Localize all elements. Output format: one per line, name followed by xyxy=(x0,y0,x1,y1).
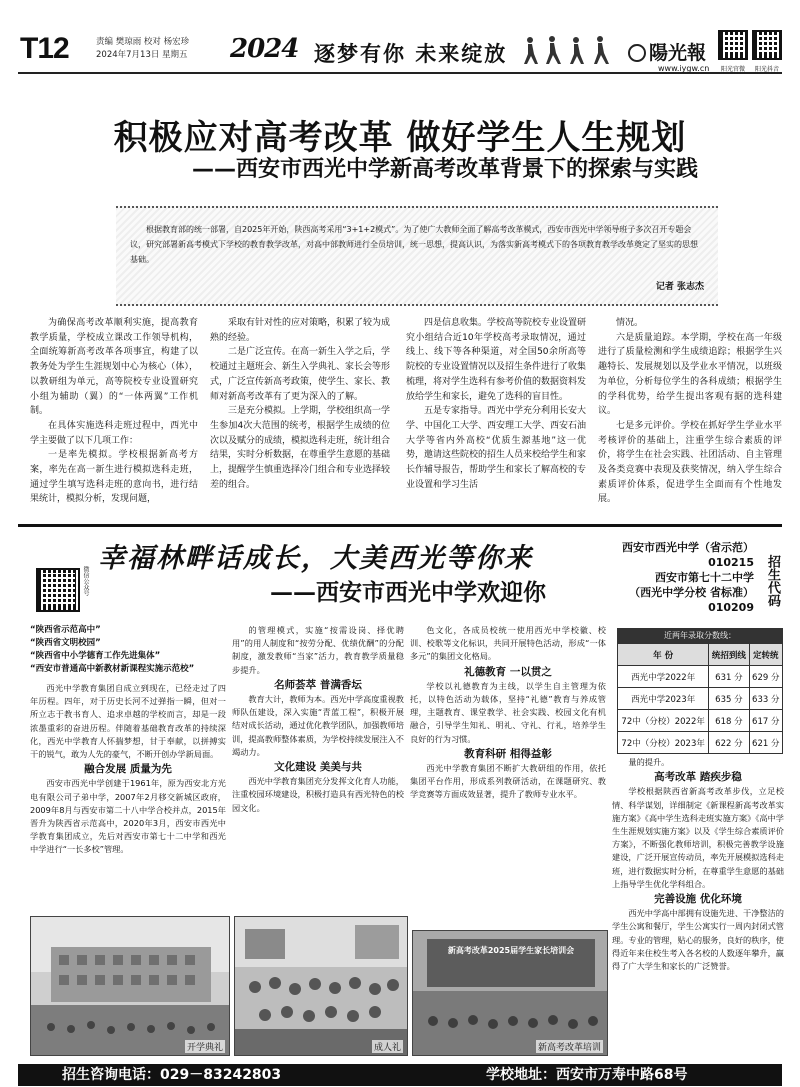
paragraph: 西光中学高中部拥有设施先进、干净整洁的学生公寓和餐厅，学生公寓实行一周内封闭式管理。专业的管理，贴心的服务，良好的秩序，使得近年来住校生考入各名校的人数逐年攀升，赢得了广大学生和家长的广泛赞誉。 xyxy=(612,908,784,972)
table-cell: 629 分 xyxy=(749,666,782,688)
photo-caption: 新高考改革培训 xyxy=(536,1040,603,1053)
paragraph: 情况。 xyxy=(616,318,644,328)
table-cell: 635 分 xyxy=(709,688,749,710)
editor-line: 责编 樊琼雨 校对 杨宏珍 xyxy=(96,37,190,47)
paragraph: 四是信息收集。学校高等院校专业设置研究小组结合近10年学校高考录取情况，通过线上、线下等各种渠道，对全国50余所高等院校的专业设置情况以及招生条件进行了收集梳理，将对学生选科有参考价值的数据资料发放给学生和家长，避免了选科的盲目性。 xyxy=(406,318,587,402)
sun-logo-icon xyxy=(628,44,646,62)
honor-item: “陕西省示范高中” xyxy=(30,625,101,635)
admission-score-table xyxy=(617,628,783,754)
article-column-3 xyxy=(406,316,586,492)
paragraph: 在具体实施选科走班过程中，西光中学主要做了以下几项工作： xyxy=(30,420,198,446)
paragraph: 量的提升。 xyxy=(628,757,670,767)
table-cell: 622 分 xyxy=(709,732,749,754)
paragraph: 西光中学教育集团自成立到现在，已经走过了四年历程。四年，对于历史长河不过弹指一瞬，但对一所立志于教书育人、追求卓越的学校而言，却是一段浓墨重彩的奋进历程。伴随着基础教育改革的持续深化，西光中学教育人怀揣梦想，甘于奉献，以拼搏实干的锐气，敢为人先的豪气，不断开创办学新局面。 xyxy=(30,683,226,760)
paragraph: 西光中学教育集团充分发挥文化育人功能，注重校园环境建设，积极打造具有西光特色的校园文化。 xyxy=(232,776,404,813)
paragraph: 五是专家指导。西光中学充分利用长安大学、中国化工大学、西安理工大学、西安石油大学等省内外高校“优质生源基地”这一优势，邀请这些院校的招生人员来校给学生和家长作辅导报告，帮助学生和家长了解高校的专业设置和学习生活 xyxy=(406,406,587,490)
section-title: 幸福林畔话成长，大美西光等你来 xyxy=(98,543,533,574)
opening-ceremony-photo xyxy=(30,916,230,1056)
section-column-4 xyxy=(612,756,784,973)
paper-name: 陽光報 xyxy=(649,42,707,64)
qr-label: 微信公众号 xyxy=(82,566,89,596)
training-meeting-photo xyxy=(412,930,608,1056)
column-header: 统招到线 xyxy=(709,644,749,666)
honor-item: “陕西省中小学德育工作先进集体” xyxy=(30,651,161,661)
paragraph: 二是广泛宣传。在高一新生入学之后，学校通过主题班会、新生入学典礼、家长会等形式，广泛宣传新高考政策，使学生、家长、教师对新高考改革有了更为深入的了解。 xyxy=(210,347,391,402)
section-divider xyxy=(18,524,782,527)
subheading: 教育科研 相得益彰 xyxy=(464,747,552,760)
qr-code-icon[interactable] xyxy=(718,30,748,60)
page-number: T12 xyxy=(20,32,69,65)
photo-caption: 开学典礼 xyxy=(185,1040,225,1053)
qr-code-icon[interactable] xyxy=(36,568,80,612)
paragraph: 教育大计，教师为本。西光中学高度重视教师队伍建设，深入实施“青蓝工程”，积极开展结对成长活动，通过优化教学团队，加强教师培训，提高教师整体素质，为学校持续发展注入不竭动力。 xyxy=(232,694,404,757)
table-header-row xyxy=(618,644,783,666)
table-row xyxy=(618,688,783,710)
section-column-2 xyxy=(232,624,404,815)
honor-list xyxy=(30,624,226,676)
section-column-3 xyxy=(410,624,606,802)
paragraph: 六是质量追踪。本学期，学校在高一年级进行了质量检测和学生成绩追踪；根据学生兴趣特长、发展规划以及学业水平情况，以班级为单位，分析每位学生的各科成绩；根据学生的学科优势，给学生提出客观有据的选科建议。 xyxy=(598,332,782,417)
paragraph: 西光中学教育集团不断扩大教研组的作用，依托集团平台作用，形成系列教研活动，在课题研究、教学竞赛等方面成效显著，提升了教师专业水平。 xyxy=(410,763,606,800)
subheading: 完善设施 优化环境 xyxy=(654,893,742,906)
subheading: 融合发展 质量为先 xyxy=(84,763,172,776)
school-address: 学校地址：西安市万寿中路68号 xyxy=(486,1067,688,1083)
code-value-1: 010215 xyxy=(708,556,754,569)
table-caption: 近两年录取分数线： xyxy=(617,628,783,643)
paragraph: 学校以礼德教育为主线，以学生自主管理为依托，以特色活动为载体，坚持“礼德”教育与养成管理，主题教育、课堂教学、社会实践、校园文化有机融合，引导学生知礼、明礼、守礼、行礼，培养学生良好的行为习惯。 xyxy=(410,680,606,744)
table-row xyxy=(618,666,783,688)
subheading: 高考改革 踏疾步稳 xyxy=(654,771,742,784)
qr-label-douyin: 阳光抖音 xyxy=(754,66,779,73)
year-art: 2024 xyxy=(230,34,299,64)
photo-caption: 成人礼 xyxy=(372,1040,403,1053)
paragraph: 采取有针对性的应对策略，积累了较为成熟的经验。 xyxy=(210,318,391,343)
paragraph: 色文化，各成员校统一使用西光中学校徽、校训、校歌等文化标识，共同开展特色活动，形成“一体多元”的集团文化格局。 xyxy=(410,625,606,662)
school-building-image xyxy=(31,917,230,1056)
table-cell: 西光中学2023年 xyxy=(618,688,709,710)
code-school-2: 西安市第七十二中学 xyxy=(655,571,754,584)
qr-label-wechat: 阳光官微 xyxy=(720,66,745,73)
column-header: 定转统 xyxy=(749,644,782,666)
table-cell: 618 分 xyxy=(709,710,749,732)
table-cell: 631 分 xyxy=(709,666,749,688)
masthead xyxy=(18,30,782,74)
section-subtitle: ——西安市西光中学欢迎你 xyxy=(270,579,546,606)
qr-code-icon[interactable] xyxy=(752,30,782,60)
table-row xyxy=(618,732,783,754)
article-title: 积极应对高考改革 做好学生人生规划 xyxy=(113,118,687,158)
byline: 记者 张志杰 xyxy=(655,282,704,292)
article-subtitle: ——西安市西光中学新高考改革背景下的探索与实践 xyxy=(191,157,698,182)
lead-paragraph: 根据教育部的统一部署，自2025年开始，陕西高考采用“3+1+2模式”。为了使广大教师全面了解高考改革模式，西安市西光中学领导班子多次召开专题会议，研究部署新高考模式下学校的教育教学改革，对高中部教师进行全员培训，统一思想，提高认识，为落实新高考模式下的各项教育教学改革奠定了坚实的思想基础。 xyxy=(130,225,698,264)
header-slogan: 逐梦有你 未来绽放 xyxy=(314,41,508,66)
paragraph: 为确保高考改革顺利实施，提高教育教学质量，学校成立课改工作领导机构，全面统筹新高考改革各项事宜，构建了以教务处为学生生涯规划中心为核心（体），以教研组为单元，高等院校专业设置研究小组为辅助（翼）的“一体两翼”工作机制。 xyxy=(30,318,198,417)
code-value-2: 010209 xyxy=(708,601,754,614)
code-school-2-note: （西光中学分校 省标准） xyxy=(629,586,754,599)
runners-illustration xyxy=(518,34,618,66)
article-column-2 xyxy=(210,316,390,492)
honor-item: “陕西省文明校园” xyxy=(30,638,101,648)
paragraph: 西安市西光中学创建于1961年，原为西安北方光电有限公司子弟中学，2007年2月移交新城区政府，2009年8月与西安市第二十八中学合校并点，2015年晋升为陕西省示范高中，2020年3月，西安市西光中学教育集团成立，先后对西安市第七十二中学和西光中学进行“一长多校”管理。 xyxy=(30,778,226,855)
paragraph: 三是充分模拟。上学期，学校组织高一学生参加4次大范围的统考，根据学生成绩的位次以及赋分的成绩，模拟选科走班，统计组合结果，实时分析数据，在尊重学生意愿的基础上，提醒学生慎重选择冷门组合和专业选择较差的组合。 xyxy=(210,406,391,490)
paragraph: 七是多元评价。学校在抓好学生学业水平考核评价的基础上，注重学生综合素质的评价，将学生在社会实践、社团活动、自主管理及各类竞赛中表现及获奖情况，纳入学生综合素质评价体系，促进学生全面而有个性地发展。 xyxy=(598,420,782,505)
table-row xyxy=(618,710,783,732)
paragraph: 一是率先模拟。学校根据新高考方案，率先在高一新生进行模拟选科走班，通过学生填写选科走班的意向书，进行结果统计，模拟分析，发现问题， xyxy=(30,450,198,505)
paragraph: 学校根据陕西省新高考改革步伐，立足校情、科学谋划，详细制定《新课程新高考改革实施方案》《高中学生选科走班实施方案》《高中学生生涯规划实施方案》以及《学生综合素质评价方案》，不断强化教师培训，积极完善教学设施建设，广泛开展宣传动员，率先开展模拟选科走班，进行数据实时分析，在尊重学生意愿的基础上指导学生优化学科组合。 xyxy=(612,786,784,889)
enrollment-code-tag: 招生代码 xyxy=(765,555,780,607)
students-group-image xyxy=(235,917,408,1056)
table-cell: 621 分 xyxy=(749,732,782,754)
article-column-1 xyxy=(30,316,198,507)
enrollment-phone[interactable]: 招生咨询电话：029－83242803 xyxy=(62,1067,282,1083)
paper-logo xyxy=(628,38,706,65)
date-line: 2024年7月13日 星期五 xyxy=(96,50,188,60)
subheading: 文化建设 美美与共 xyxy=(274,761,362,774)
column-header: 年 份 xyxy=(618,644,709,666)
article-column-4 xyxy=(598,316,782,507)
table-cell: 西光中学2022年 xyxy=(618,666,709,688)
coming-of-age-photo xyxy=(234,916,408,1056)
lead-box xyxy=(116,206,718,306)
score-table xyxy=(617,643,783,754)
paper-url[interactable]: www.iygw.cn xyxy=(658,64,710,73)
editor-meta xyxy=(96,36,189,62)
subheading: 礼德教育 一以贯之 xyxy=(464,665,552,678)
table-cell: 617 分 xyxy=(749,710,782,732)
paragraph: 的管理模式，实施“按需设岗、择优聘用”的用人制度和“按劳分配、优绩优酬”的分配制度，激发教师“当家”活力，教育教学质量稳步提升。 xyxy=(232,625,404,675)
table-cell: 633 分 xyxy=(749,688,782,710)
subheading: 名师荟萃 普满香坛 xyxy=(274,678,362,691)
footer-bar xyxy=(18,1064,782,1086)
enrollment-codes xyxy=(604,540,754,618)
code-school-1: 西安市西光中学（省示范） xyxy=(622,541,754,554)
honor-item: “西安市普通高中新教材新课程实施示范校” xyxy=(30,664,195,674)
screen-banner: 新高考改革2025届学生家长培训会 xyxy=(447,946,575,955)
section-column-1 xyxy=(30,682,226,857)
table-cell: 72中（分校）2023年 xyxy=(618,732,709,754)
table-cell: 72中（分校）2022年 xyxy=(618,710,709,732)
